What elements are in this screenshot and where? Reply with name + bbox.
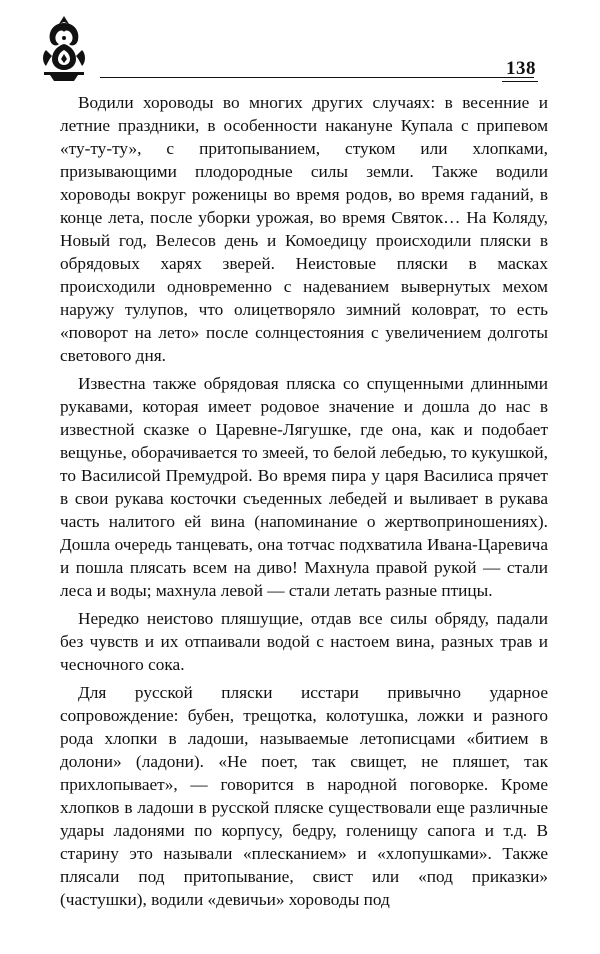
page-number: 138 bbox=[506, 58, 536, 79]
paragraph-3: Нередко неистово пляшущие, отдав все силы обряду, падали без чувств и их отпаивали водой с настоем вина, разных трав и чесночного сока. bbox=[60, 609, 548, 674]
text-body bbox=[60, 91, 548, 916]
page-number-underline bbox=[502, 81, 538, 82]
header-rule bbox=[100, 77, 534, 78]
folk-ornament-icon bbox=[40, 14, 88, 84]
paragraph-4: Для русской пляски исстари привычно ударное сопровождение: бубен, трещотка, колотушка, ложки и разного рода хлопки в ладоши, называемые летописцами «битием в долони» (ладони). «Не поет, так свищет, не пляшет, так прихлопывает», — говорится в народной поговорке. Кроме хлопков в ладоши в русской пляске существовали еще различные удары ладонями по корпусу, бедру, голенищу сапога и т.д. В старину это называли «плесканием» и «хлопушками». Также плясали под притопывание, свист или «под приказки» (частушки), водили «девичьи» хороводы под bbox=[60, 683, 548, 909]
paragraph-1: Водили хороводы во многих других случаях: в весенние и летние праздники, в особенности накануне Купала с припевом «ту-ту-ту», с притопыванием, стуком или хлопками, призывающими плодородные силы земли. Также водили хороводы вокруг роженицы во время родов, во время гаданий, в конце лета, после уборки урожая, во время Святок… На Коляду, Новый год, Велесов день и Комоедицу происходили пляски в обрядовых харях зверей. Неистовые пляски в масках происходили одновременно с надеванием вывернутых мехом наружу тулупов, что олицетворяло зимний коловрат, то есть «поворот на лето» после солнцестояния с увеличением долготы светового дня. bbox=[60, 93, 548, 365]
paragraph-2: Известна также обрядовая пляска со спущенными длинными рукавами, которая имеет родовое значение и дошла до нас в известной сказке о Царевне-Лягушке, где она, как и подобает вещунье, оборачивается то змеей, то белой лебедью, то кукушкой, то Василисой Премудрой. Во время пира у царя Василиса прячет в свои рукава косточки съеденных лебедей и выливает в рукава часть налитого ей вина (напоминание о жертвоприношениях). Дошла очередь танцевать, она тотчас подхватила Ивана-Царевича и пошла плясать всем на диво! Махнула правой рукой — стали леса и воды; махнула левой — стали летать разные птицы. bbox=[60, 374, 548, 600]
